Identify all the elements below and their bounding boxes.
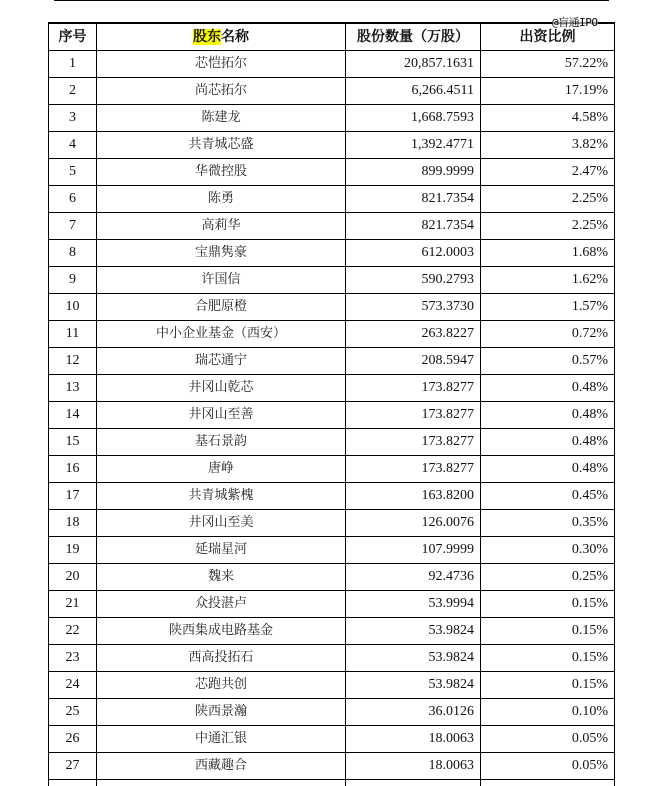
row-number: 15 <box>49 429 97 456</box>
page-top-rule <box>54 0 609 1</box>
contribution-ratio: 2.47% <box>481 159 615 186</box>
contribution-ratio: 0.15% <box>481 618 615 645</box>
contribution-ratio: 0.15% <box>481 645 615 672</box>
table-row <box>49 564 615 591</box>
shareholder-table <box>48 22 615 786</box>
share-count: 53.9994 <box>346 591 481 618</box>
contribution-ratio: 0.57% <box>481 348 615 375</box>
table-row <box>49 240 615 267</box>
table-body <box>49 51 615 786</box>
header-name-rest: 名称 <box>221 29 249 45</box>
share-count: 173.8277 <box>346 402 481 429</box>
shareholder-name: 井冈山乾芯 <box>97 375 346 402</box>
share-count: 821.7354 <box>346 186 481 213</box>
row-number: 18 <box>49 510 97 537</box>
row-number: 5 <box>49 159 97 186</box>
row-number: 20 <box>49 564 97 591</box>
table-row <box>49 429 615 456</box>
contribution-ratio: 0.45% <box>481 483 615 510</box>
contribution-ratio: 17.19% <box>481 78 615 105</box>
contribution-ratio: 57.22% <box>481 51 615 78</box>
table-row <box>49 645 615 672</box>
table-row <box>49 78 615 105</box>
row-number: 21 <box>49 591 97 618</box>
row-number: 13 <box>49 375 97 402</box>
share-count: 1,668.7593 <box>346 105 481 132</box>
shareholder-name: 西高投拓石 <box>97 645 346 672</box>
contribution-ratio: 0.05% <box>481 753 615 780</box>
header-name <box>97 23 346 51</box>
share-count: 163.8200 <box>346 483 481 510</box>
contribution-ratio: 0.35% <box>481 510 615 537</box>
shareholder-name: 芯恺拓尔 <box>97 51 346 78</box>
shareholder-name: 陈建龙 <box>97 105 346 132</box>
table-row <box>49 321 615 348</box>
contribution-ratio: 0.48% <box>481 456 615 483</box>
table-row <box>49 618 615 645</box>
contribution-ratio: 2.25% <box>481 213 615 240</box>
share-count: 173.8277 <box>346 429 481 456</box>
share-count: 36.0126 <box>346 699 481 726</box>
shareholder-name: 唐峥 <box>97 456 346 483</box>
row-number: 1 <box>49 51 97 78</box>
shareholder-name: 井冈山至善 <box>97 402 346 429</box>
shareholder-name: 陕西集成电路基金 <box>97 618 346 645</box>
shareholder-name: 华微控股 <box>97 159 346 186</box>
contribution-ratio: 1.57% <box>481 294 615 321</box>
row-number: 16 <box>49 456 97 483</box>
table-row <box>49 753 615 780</box>
row-number: 19 <box>49 537 97 564</box>
table-row <box>49 132 615 159</box>
shareholder-name: 中通汇银 <box>97 726 346 753</box>
table-row <box>49 375 615 402</box>
shareholder-name: 共青城芯盛 <box>97 132 346 159</box>
share-count: 18.0063 <box>346 726 481 753</box>
table-row <box>49 105 615 132</box>
row-number: 14 <box>49 402 97 429</box>
table-row <box>49 726 615 753</box>
empty-cell <box>97 780 346 786</box>
table-row <box>49 591 615 618</box>
contribution-ratio: 0.25% <box>481 564 615 591</box>
contribution-ratio: 0.05% <box>481 726 615 753</box>
contribution-ratio: 0.48% <box>481 429 615 456</box>
contribution-ratio: 0.10% <box>481 699 615 726</box>
shareholder-name: 西藏趣合 <box>97 753 346 780</box>
row-number: 4 <box>49 132 97 159</box>
header-name-highlight: 股东 <box>193 29 221 45</box>
share-count: 92.4736 <box>346 564 481 591</box>
row-number: 17 <box>49 483 97 510</box>
contribution-ratio: 0.48% <box>481 402 615 429</box>
row-number: 26 <box>49 726 97 753</box>
share-count: 263.8227 <box>346 321 481 348</box>
share-count: 18.0063 <box>346 753 481 780</box>
shareholder-name: 众投湛卢 <box>97 591 346 618</box>
shareholder-name: 共青城紫槐 <box>97 483 346 510</box>
shareholder-name: 陕西景瀚 <box>97 699 346 726</box>
contribution-ratio: 2.25% <box>481 186 615 213</box>
row-number: 25 <box>49 699 97 726</box>
empty-cell <box>346 780 481 786</box>
share-count: 107.9999 <box>346 537 481 564</box>
table-header-row <box>49 23 615 51</box>
share-count: 20,857.1631 <box>346 51 481 78</box>
contribution-ratio: 3.82% <box>481 132 615 159</box>
share-count: 53.9824 <box>346 645 481 672</box>
shareholder-name: 尚芯拓尔 <box>97 78 346 105</box>
contribution-ratio: 0.15% <box>481 672 615 699</box>
empty-cell <box>49 780 97 786</box>
table-row <box>49 267 615 294</box>
row-number: 7 <box>49 213 97 240</box>
share-count: 53.9824 <box>346 672 481 699</box>
contribution-ratio: 0.72% <box>481 321 615 348</box>
row-number: 12 <box>49 348 97 375</box>
share-count: 590.2793 <box>346 267 481 294</box>
table-row <box>49 456 615 483</box>
shareholder-name: 延瑞星河 <box>97 537 346 564</box>
shareholder-name: 许国信 <box>97 267 346 294</box>
share-count: 899.9999 <box>346 159 481 186</box>
shareholder-name: 瑞芯通宁 <box>97 348 346 375</box>
table-row <box>49 402 615 429</box>
table-row <box>49 348 615 375</box>
shareholder-name: 芯跑共创 <box>97 672 346 699</box>
row-number: 2 <box>49 78 97 105</box>
row-number: 10 <box>49 294 97 321</box>
table-row <box>49 294 615 321</box>
share-count: 6,266.4511 <box>346 78 481 105</box>
header-shares: 股份数量（万股） <box>346 23 481 51</box>
row-number: 9 <box>49 267 97 294</box>
share-count: 573.3730 <box>346 294 481 321</box>
share-count: 173.8277 <box>346 375 481 402</box>
row-number: 23 <box>49 645 97 672</box>
share-count: 126.0076 <box>346 510 481 537</box>
row-number: 22 <box>49 618 97 645</box>
row-number: 27 <box>49 753 97 780</box>
shareholder-name: 高莉华 <box>97 213 346 240</box>
row-number: 24 <box>49 672 97 699</box>
shareholder-name: 宝鼎隽豪 <box>97 240 346 267</box>
table-row <box>49 672 615 699</box>
shareholder-name: 合肥原橙 <box>97 294 346 321</box>
contribution-ratio: 1.68% <box>481 240 615 267</box>
contribution-ratio: 0.48% <box>481 375 615 402</box>
table-row <box>49 186 615 213</box>
table-row <box>49 537 615 564</box>
row-number: 3 <box>49 105 97 132</box>
share-count: 53.9824 <box>346 618 481 645</box>
share-count: 821.7354 <box>346 213 481 240</box>
table-row <box>49 159 615 186</box>
header-no: 序号 <box>49 23 97 51</box>
shareholder-name: 基石景韵 <box>97 429 346 456</box>
table-row <box>49 699 615 726</box>
row-number: 6 <box>49 186 97 213</box>
shareholder-name: 魏来 <box>97 564 346 591</box>
contribution-ratio: 1.62% <box>481 267 615 294</box>
row-number: 11 <box>49 321 97 348</box>
watermark-label: @盲通IPO <box>552 17 598 29</box>
shareholder-name: 井冈山至美 <box>97 510 346 537</box>
table-row <box>49 483 615 510</box>
shareholder-name: 陈勇 <box>97 186 346 213</box>
shareholder-name: 中小企业基金（西安） <box>97 321 346 348</box>
table-row <box>49 213 615 240</box>
empty-cell <box>481 780 615 786</box>
contribution-ratio: 4.58% <box>481 105 615 132</box>
share-count: 208.5947 <box>346 348 481 375</box>
contribution-ratio: 0.15% <box>481 591 615 618</box>
table-row <box>49 51 615 78</box>
share-count: 173.8277 <box>346 456 481 483</box>
table-row <box>49 510 615 537</box>
table-row-partial <box>49 780 615 786</box>
header-ratio: 出资比例 <box>481 23 615 51</box>
contribution-ratio: 0.30% <box>481 537 615 564</box>
share-count: 612.0003 <box>346 240 481 267</box>
share-count: 1,392.4771 <box>346 132 481 159</box>
row-number: 8 <box>49 240 97 267</box>
